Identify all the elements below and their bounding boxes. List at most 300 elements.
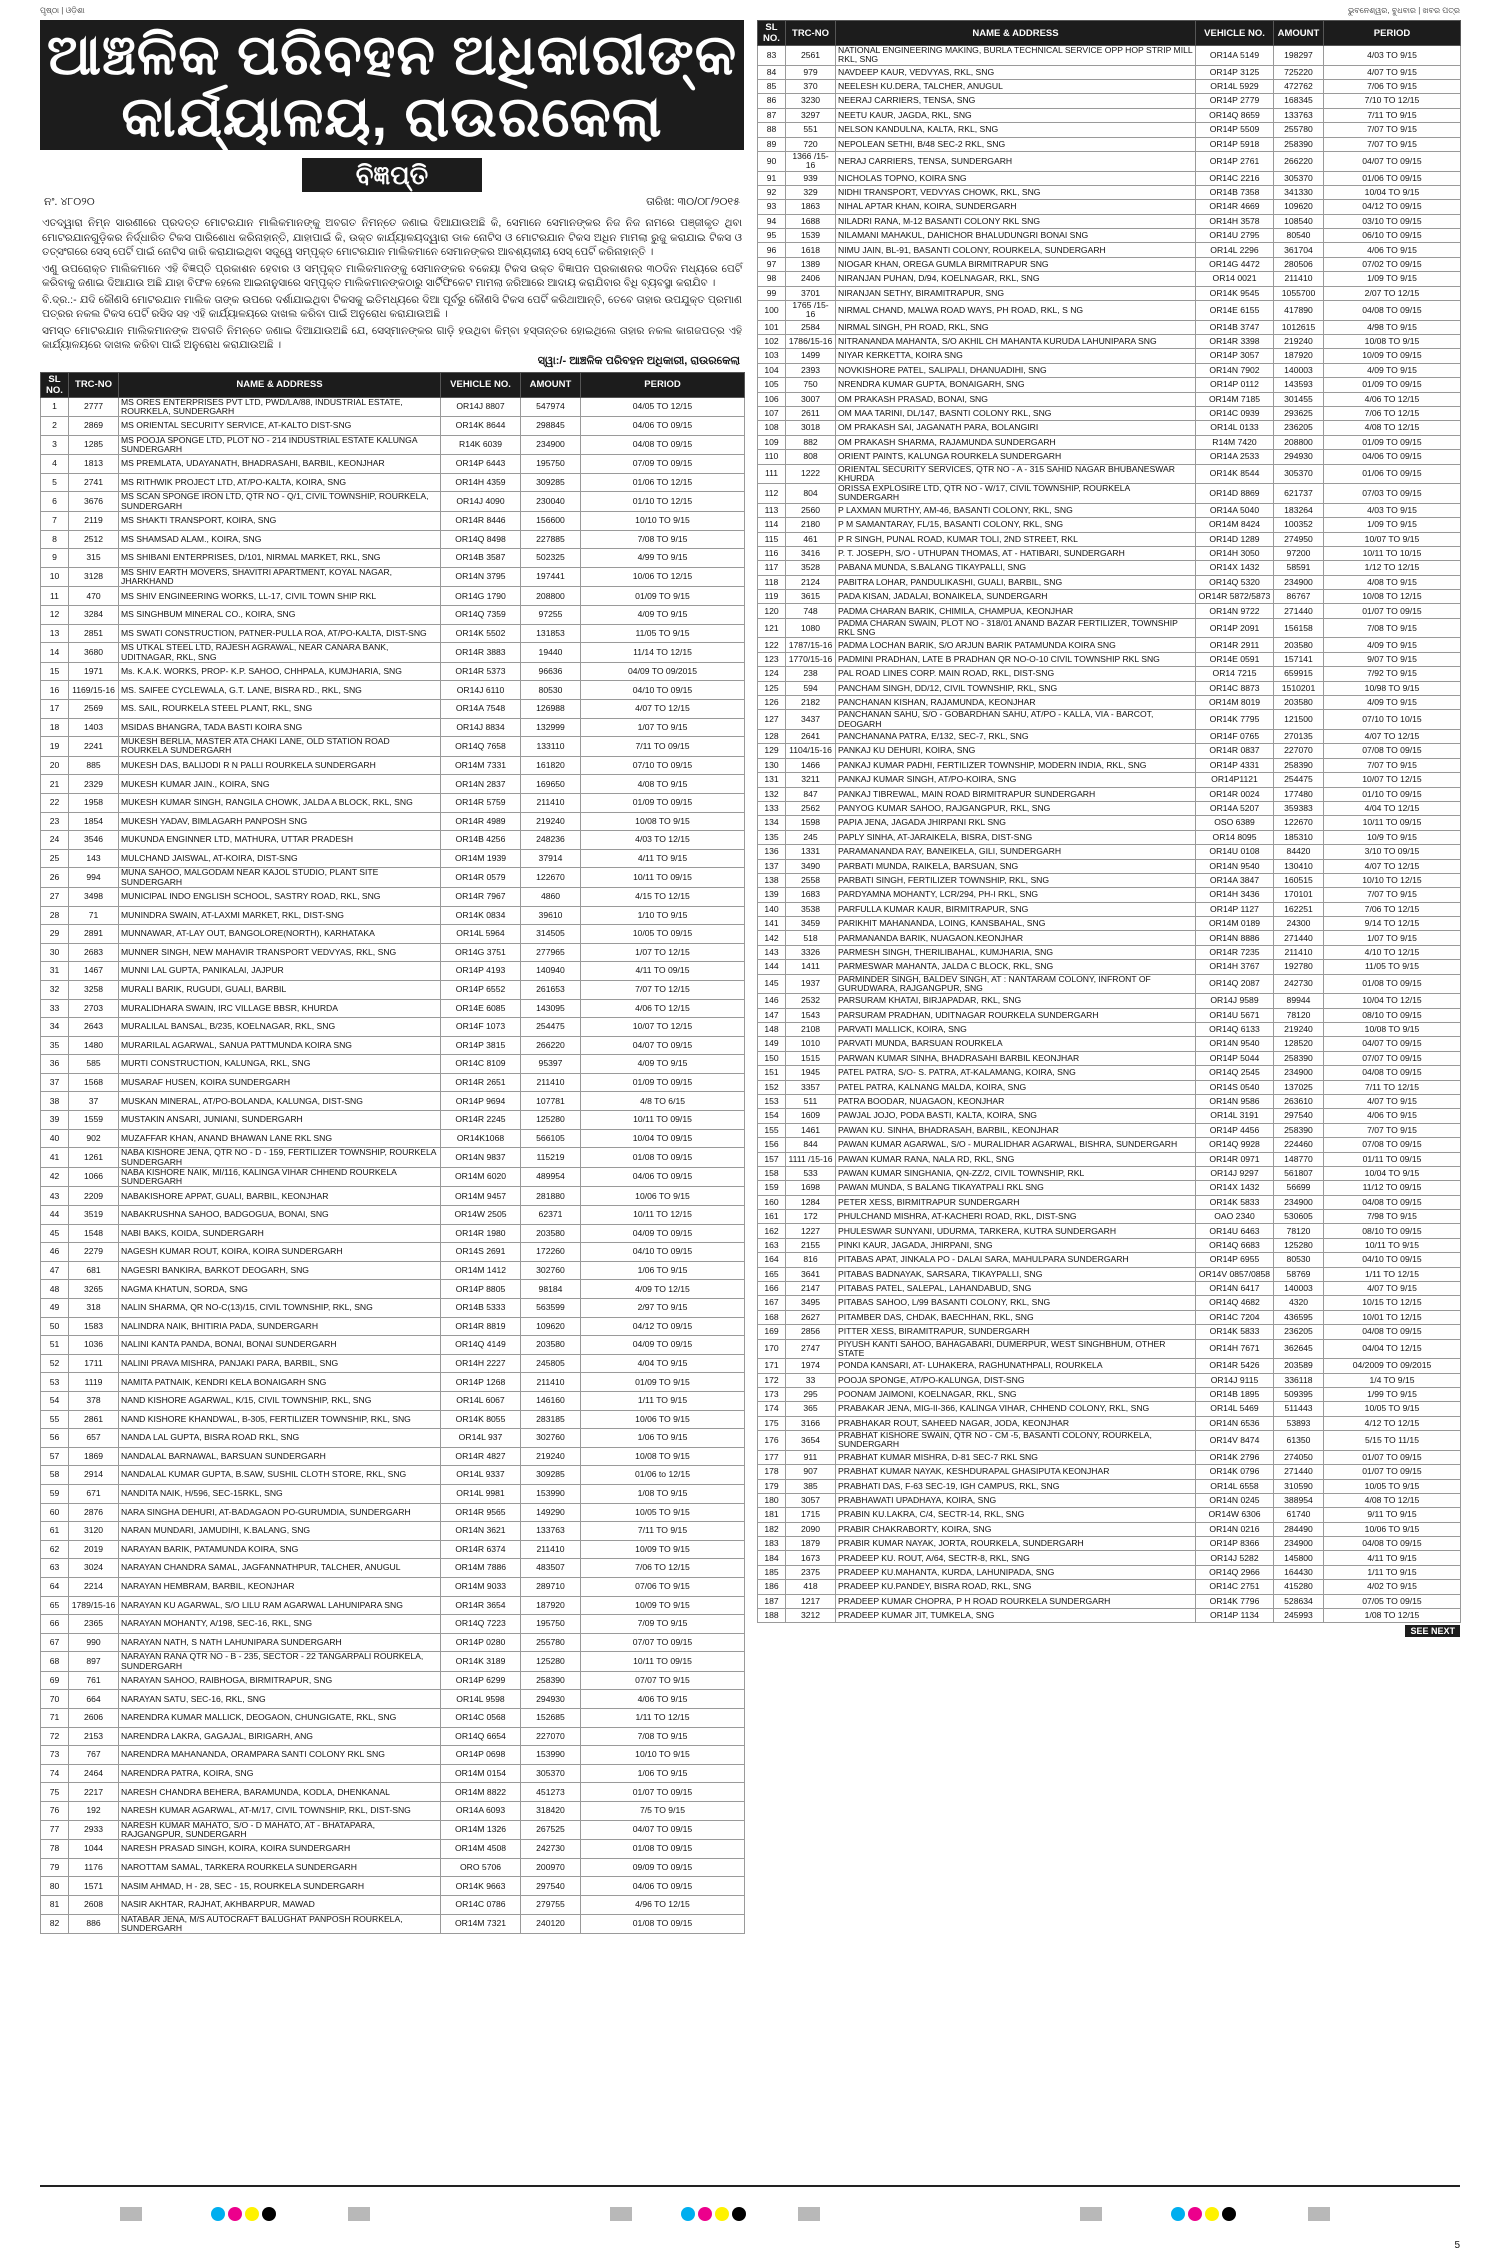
cell-amount: 133763 (1274, 108, 1324, 122)
cell-period: 4/11 TO 09/15 (581, 962, 745, 981)
cell-vehicle-no: OR14R 5373 (441, 662, 521, 681)
cell-name-address: NARA SINGHA DEHURI, AT-BADAGAON PO-GURUMDIA, SUNDERGARH (119, 1503, 441, 1522)
cell-period: 04/06 TO 09/15 (581, 1167, 745, 1187)
table-row (758, 1339, 1461, 1359)
table-row (758, 1479, 1461, 1493)
cell-period: 04/04 TO 12/15 (1324, 1339, 1461, 1359)
table-row (41, 606, 745, 625)
cell-amount: 361704 (1274, 243, 1324, 257)
cell-vehicle-no: OR14H 2227 (441, 1354, 521, 1373)
cell-name-address: OM PRAKASH SHARMA, RAJAMUNDA SUNDERGARH (836, 435, 1196, 449)
cell-sl-no: 110 (758, 450, 786, 464)
cell-amount: 283185 (521, 1410, 581, 1429)
cell-name-address: MS SWATI CONSTRUCTION, PATNER-PULLA ROA, AT/PO-KALTA, DIST-SNG (119, 624, 441, 643)
cell-period: 4/07 TO 12/15 (581, 700, 745, 719)
table-row (758, 575, 1461, 589)
table-row (41, 1299, 745, 1318)
cell-trc-no: 1765 /15-16 (786, 301, 836, 321)
cell-sl-no: 109 (758, 435, 786, 449)
cell-amount: 1012615 (1274, 320, 1324, 334)
cell-period: 10/04 TO 12/15 (1324, 994, 1461, 1008)
cell-amount: 97200 (1274, 546, 1324, 560)
cell-vehicle-no: OR14L 6067 (441, 1391, 521, 1410)
cell-sl-no: 81 (41, 1896, 69, 1915)
table-row (758, 1195, 1461, 1209)
table-row (758, 1094, 1461, 1108)
cell-vehicle-no: OR14H 3767 (1196, 960, 1274, 974)
cell-period: 10/06 TO 9/15 (581, 1187, 745, 1206)
notice-paragraph: ଏଣୁ ଉପରୋକ୍ତ ମାଲିକମାନେ ଏହି ବିଜ୍ଞପ୍ତି ପ୍ରକାଶନ ହେବାର ଓ ସମ୍ପୃକ୍ତ ମାଲିକମାନଙ୍କୁ ସେମାନଙ୍କର ବକେୟା ଟିକସ ଉକ୍ତ ବିଜ୍ଞାପନ ପ୍ରକାଶନର ୩୦ଦିନ ମଧ୍ୟରେ ପେଟିଁ କରିବାକୁ ଜଣାଇ ଦିଆଯାଉ ଅଛି ଯାହା ବିଫଳ ହେଲେ ଆଇନାନୁସାରେ ସମ୍ପୃକ୍ତ ମାଲିକମାନଙ୍କଠାରୁ ସାର୍ଟିଫିକେଟ ମାମଲା ଜରିଆରେ ଆଦାୟ କରାଯିବାର ବିଧି ବ୍ୟବସ୍ଥା କରାଯିବ । (42, 262, 742, 289)
cell-name-address: NAGESH KUMAR ROUT, KOIRA, KOIRA SUNDERGARH (119, 1243, 441, 1262)
cell-sl-no: 63 (41, 1559, 69, 1578)
cell-name-address: ORIENT PAINTS, KALUNGA ROURKELA SUNDERGARH (836, 450, 1196, 464)
cell-name-address: PRADEEP KU.MAHANTA, KURDA, LAHUNIPADA, SNG (836, 1565, 1196, 1579)
cell-period: 4/15 TO 12/15 (581, 887, 745, 906)
cell-amount: 131853 (521, 624, 581, 643)
table-row (758, 561, 1461, 575)
cell-period: 04/08 TO 09/15 (581, 435, 745, 455)
page-number: 5 (1454, 2240, 1460, 2251)
table-row (758, 1493, 1461, 1507)
cell-amount: 621737 (1274, 484, 1324, 504)
cell-amount: 84420 (1274, 845, 1324, 859)
cell-name-address: NOVKISHORE PATEL, SALIPALI, DHANUADIHI, SNG (836, 363, 1196, 377)
cell-sl-no: 26 (41, 868, 69, 888)
cell-vehicle-no: OR14K 5833 (1196, 1325, 1274, 1339)
table-row (758, 1594, 1461, 1608)
cell-sl-no: 175 (758, 1416, 786, 1430)
cell-amount: 152685 (521, 1709, 581, 1728)
cell-vehicle-no: OR14R 0971 (1196, 1152, 1274, 1166)
reference-number: ନଂ. ୪୮୦୨୦ (44, 196, 95, 208)
cell-vehicle-no: OR14J 8807 (441, 397, 521, 417)
cell-sl-no: 4 (41, 455, 69, 474)
cell-name-address: PABANA MUNDA, S.BALANG TIKAYPALLI, SNG (836, 561, 1196, 575)
cell-name-address: NARENDRA MAHANANDA, ORAMPARA SANTI COLONY RKL SNG (119, 1746, 441, 1765)
cell-vehicle-no: OR14P 3815 (441, 1036, 521, 1055)
cell-period: 07/07 TO 09/15 (581, 1633, 745, 1652)
cell-name-address: PETER XESS, BIRMITRAPUR SUNDERGARH (836, 1195, 1196, 1209)
cell-amount: 314505 (521, 925, 581, 944)
cell-amount: 125280 (1274, 1238, 1324, 1252)
cell-vehicle-no: OR14M 9033 (441, 1577, 521, 1596)
cell-sl-no: 93 (758, 200, 786, 214)
cell-vehicle-no: OR14E 0591 (1196, 652, 1274, 666)
cell-amount: 140003 (1274, 1282, 1324, 1296)
cell-amount: 302760 (521, 1261, 581, 1280)
cell-name-address: NAND KISHORE AGARWAL, K/15, CIVIL TOWNSHIP, RKL, SNG (119, 1391, 441, 1410)
cell-sl-no: 65 (41, 1596, 69, 1615)
cell-name-address: MUSKAN MINERAL, AT/PO-BOLANDA, KALUNGA, DIST-SNG (119, 1092, 441, 1111)
cell-trc-no: 1176 (69, 1858, 119, 1877)
cell-amount: 195750 (521, 1615, 581, 1634)
cell-vehicle-no: OR14P 5509 (1196, 123, 1274, 137)
cell-trc-no: 1609 (786, 1109, 836, 1123)
cell-sl-no: 103 (758, 349, 786, 363)
cell-amount: 200970 (521, 1858, 581, 1877)
cell-period: 04/08 TO 09/15 (1324, 301, 1461, 321)
cell-vehicle-no: OR14F 1073 (441, 1018, 521, 1037)
cell-name-address: MS SCAN SPONGE IRON LTD, QTR NO - Q/1, CIVIL TOWNSHIP, ROURKELA, SUNDERGARH (119, 492, 441, 512)
cell-amount: 297540 (521, 1877, 581, 1896)
cell-sl-no: 46 (41, 1243, 69, 1262)
cell-period: 4/09 TO 9/15 (1324, 363, 1461, 377)
cell-amount: 302760 (521, 1429, 581, 1448)
cell-trc-no: 3538 (786, 902, 836, 916)
cell-sl-no: 115 (758, 532, 786, 546)
cell-vehicle-no: OR14 0021 (1196, 272, 1274, 286)
cell-trc-no: 1543 (786, 1008, 836, 1022)
cell-name-address: MUKESH YADAV, BIMLAGARH PANPOSH SNG (119, 812, 441, 831)
cell-sl-no: 166 (758, 1282, 786, 1296)
cell-trc-no: 2406 (786, 272, 836, 286)
cell-trc-no: 315 (69, 549, 119, 568)
cell-period: 4/08 TO 9/15 (581, 775, 745, 794)
cell-amount: 198297 (1274, 46, 1324, 66)
black-swatch (732, 2207, 746, 2221)
cell-amount: 108540 (1274, 214, 1324, 228)
cell-trc-no: 2108 (786, 1023, 836, 1037)
cell-amount: 143593 (1274, 378, 1324, 392)
cell-amount: 281880 (521, 1187, 581, 1206)
cell-vehicle-no: OR14H 3436 (1196, 888, 1274, 902)
cell-sl-no: 125 (758, 681, 786, 695)
cell-amount: 336118 (1274, 1373, 1324, 1387)
cell-period: 07/05 TO 09/15 (1324, 1594, 1461, 1608)
table-row (41, 1129, 745, 1148)
cell-trc-no: 418 (786, 1580, 836, 1594)
cell-trc-no: 2155 (786, 1238, 836, 1252)
cell-vehicle-no: R14K 6039 (441, 435, 521, 455)
cell-sl-no: 134 (758, 816, 786, 830)
cell-period: 04/06 TO 09/15 (1324, 450, 1461, 464)
cell-name-address: PADMA LOCHAN BARIK, S/O ARJUN BARIK PATAMUNDA KOIRA SNG (836, 638, 1196, 652)
cell-period: 7/08 TO 9/15 (1324, 618, 1461, 638)
cell-name-address: NARAYAN KU AGARWAL, S/O LILU RAM AGARWAL LAHUNIPARA SNG (119, 1596, 441, 1615)
cell-amount: 156600 (521, 512, 581, 531)
cell-amount: 279755 (521, 1896, 581, 1915)
cell-period: 01/07 TO 09/15 (1324, 604, 1461, 618)
cell-amount: 195750 (521, 455, 581, 474)
table-row (758, 257, 1461, 271)
reference-date: ତାରିଖ: ୩୦/୦୮/୨୦୧୫ (646, 196, 740, 208)
cell-trc-no: 3437 (786, 710, 836, 730)
cell-name-address: PARWAN KUMAR SINHA, BHADRASAHI BARBIL KEONJHAR (836, 1051, 1196, 1065)
cell-trc-no: 2182 (786, 696, 836, 710)
cell-sl-no: 68 (41, 1652, 69, 1672)
cell-period: 01/07 TO 09/15 (581, 1783, 745, 1802)
cell-trc-no: 1111 /15-16 (786, 1152, 836, 1166)
cell-sl-no: 177 (758, 1450, 786, 1464)
cell-amount: 547974 (521, 397, 581, 417)
cell-amount: 153990 (521, 1746, 581, 1765)
cell-period: 01/06 TO 09/15 (1324, 464, 1461, 484)
cell-vehicle-no: OR14J 8834 (441, 718, 521, 737)
cell-period: 4/02 TO 9/15 (1324, 1580, 1461, 1594)
cell-sl-no: 74 (41, 1764, 69, 1783)
cell-sl-no: 127 (758, 710, 786, 730)
cell-amount: 187920 (1274, 349, 1324, 363)
cell-amount: 39610 (521, 906, 581, 925)
cell-vehicle-no: OR14P1121 (1196, 773, 1274, 787)
cell-sl-no: 153 (758, 1094, 786, 1108)
cell-amount: 4320 (1274, 1296, 1324, 1310)
cell-trc-no: 1571 (69, 1877, 119, 1896)
cell-period: 1/07 TO 12/15 (581, 943, 745, 962)
cell-sl-no: 54 (41, 1391, 69, 1410)
cell-amount: 211410 (521, 1373, 581, 1392)
cell-name-address: MUKUNDA ENGINNER LTD, MATHURA, UTTAR PRADESH (119, 831, 441, 850)
table-row (758, 378, 1461, 392)
cell-period: 4/07 TO 12/15 (1324, 730, 1461, 744)
cell-trc-no: 1044 (69, 1840, 119, 1859)
header-name-address: NAME & ADDRESS (836, 21, 1196, 46)
cell-period: 4/09 TO 9/15 (581, 1055, 745, 1074)
table-row (758, 335, 1461, 349)
cell-period: 4/09 TO 9/15 (581, 606, 745, 625)
cell-sl-no: 9 (41, 549, 69, 568)
cell-vehicle-no: OR14N 3621 (441, 1522, 521, 1541)
cyan-swatch (211, 2207, 225, 2221)
table-row (758, 243, 1461, 257)
cell-amount: 305370 (1274, 171, 1324, 185)
cell-name-address: NIRANJAN PUHAN, D/94, KOELNAGAR, RKL, SNG (836, 272, 1196, 286)
cell-period: 7/08 TO 9/15 (581, 530, 745, 549)
table-row (758, 604, 1461, 618)
cell-vehicle-no: OR14Q 8659 (1196, 108, 1274, 122)
cell-name-address: NATABAR JENA, M/S AUTOCRAFT BALUGHAT PANPOSH ROURKELA, SUNDERGARH (119, 1914, 441, 1934)
cell-name-address: MS SINGHBUM MINERAL CO., KOIRA, SNG (119, 606, 441, 625)
cell-amount: 258390 (1274, 1123, 1324, 1137)
cell-sl-no: 76 (41, 1802, 69, 1821)
table-row (41, 681, 745, 700)
cell-trc-no: 2643 (69, 1018, 119, 1037)
cell-vehicle-no: OAO 2340 (1196, 1210, 1274, 1224)
cell-name-address: NANDALAL BARNAWAL, BARSUAN SUNDERGARH (119, 1447, 441, 1466)
table-row (41, 662, 745, 681)
cell-name-address: PAWAN KU. SINHA, BHADRASAH, BARBIL, KEONJHAR (836, 1123, 1196, 1137)
cell-vehicle-no: OR14C 2216 (1196, 171, 1274, 185)
cell-amount: 160515 (1274, 873, 1324, 887)
cell-trc-no: 2703 (69, 999, 119, 1018)
table-row (41, 1055, 745, 1074)
cell-sl-no: 71 (41, 1709, 69, 1728)
cell-name-address: NAVDEEP KAUR, VEDVYAS, RKL, SNG (836, 65, 1196, 79)
cell-vehicle-no: OR14M 8424 (1196, 518, 1274, 532)
cell-trc-no: 2019 (69, 1540, 119, 1559)
cell-name-address: PITAMBER DAS, CHDAK, BAECHHAN, RKL, SNG (836, 1310, 1196, 1324)
cell-amount: 293625 (1274, 406, 1324, 420)
table-row (41, 1224, 745, 1243)
cell-vehicle-no: OR14N 9586 (1196, 1094, 1274, 1108)
cell-name-address: PANKAJ TIBREWAL, MAIN ROAD BIRMITRAPUR SUNDERGARH (836, 787, 1196, 801)
cell-period: 04/12 TO 09/15 (581, 1317, 745, 1336)
cell-amount: 146160 (521, 1391, 581, 1410)
cell-trc-no: 3680 (69, 643, 119, 663)
table-row (758, 1080, 1461, 1094)
table-row (41, 1877, 745, 1896)
cell-trc-no: 1285 (69, 435, 119, 455)
cell-vehicle-no: ORO 5706 (441, 1858, 521, 1877)
table-row (758, 873, 1461, 887)
cell-period: 1/11 TO 9/15 (1324, 1565, 1461, 1579)
cell-vehicle-no: OR14C 2751 (1196, 1580, 1274, 1594)
cell-name-address: MULCHAND JAISWAL, AT-KOIRA, DIST-SNG (119, 849, 441, 868)
cell-name-address: PATRA BOODAR, NUAGAON, KEONJHAR (836, 1094, 1196, 1108)
cell-sl-no: 27 (41, 887, 69, 906)
cell-amount: 203589 (1274, 1359, 1324, 1373)
cell-sl-no: 154 (758, 1109, 786, 1123)
cell-sl-no: 62 (41, 1540, 69, 1559)
cell-name-address: PANKAJ KUMAR SINGH, AT/PO-KOIRA, SNG (836, 773, 1196, 787)
cell-vehicle-no: OR14L 9337 (441, 1466, 521, 1485)
table-row (758, 1166, 1461, 1180)
cell-amount: 266220 (521, 1036, 581, 1055)
cell-vehicle-no: OR14N 2837 (441, 775, 521, 794)
cell-period: 7/07 TO 12/15 (581, 980, 745, 999)
table-row (41, 1410, 745, 1429)
cell-vehicle-no: OR14R 4827 (441, 1447, 521, 1466)
cell-period: 04/2009 TO 09/2015 (1324, 1359, 1461, 1373)
cell-period: 10/09 TO 9/15 (581, 1596, 745, 1615)
cell-trc-no: 318 (69, 1299, 119, 1318)
cell-trc-no: 2856 (786, 1325, 836, 1339)
cell-name-address: ORIENTAL SECURITY SERVICES, QTR NO - A - 315 SAHID NAGAR BHUBANESWAR KHURDA (836, 464, 1196, 484)
cell-amount: 255780 (1274, 123, 1324, 137)
cell-period: 1/08 TO 9/15 (581, 1484, 745, 1503)
cell-name-address: MS POOJA SPONGE LTD, PLOT NO - 214 INDUSTRIAL ESTATE KALUNGA SUNDERGARH (119, 435, 441, 455)
cell-period: 7/92 TO 9/15 (1324, 667, 1461, 681)
cell-vehicle-no: OR14G 3751 (441, 943, 521, 962)
cell-period: 07/06 TO 9/15 (581, 1577, 745, 1596)
cell-amount: 62371 (521, 1206, 581, 1225)
cell-name-address: PARIKHIT MAHANANDA, LOING, KANSBAHAL, SNG (836, 917, 1196, 931)
table-row (41, 1036, 745, 1055)
cell-sl-no: 111 (758, 464, 786, 484)
cell-period: 7/07 TO 9/15 (1324, 888, 1461, 902)
cell-vehicle-no: OR14A 5040 (1196, 503, 1274, 517)
cell-period: 4/09 TO 12/15 (581, 1280, 745, 1299)
cell-name-address: NAROTTAM SAMAL, TARKERA ROURKELA SUNDERGARH (119, 1858, 441, 1877)
cell-period: 04/10 TO 09/15 (581, 681, 745, 700)
cell-vehicle-no: OR14M 6020 (441, 1167, 521, 1187)
cell-sl-no: 99 (758, 286, 786, 300)
cell-vehicle-no: OR14P 4193 (441, 962, 521, 981)
cell-name-address: PRABAKAR JENA, MIG-II-366, KALINGA VIHAR, CHHEND COLONY, RKL, SNG (836, 1402, 1196, 1416)
table-row (758, 1522, 1461, 1536)
cell-amount: 122670 (1274, 816, 1324, 830)
cell-sl-no: 6 (41, 492, 69, 512)
cell-name-address: PANKAJ KU DEHURI, KOIRA, SNG (836, 744, 1196, 758)
cell-trc-no: 2124 (786, 575, 836, 589)
cell-name-address: NALINI PRAVA MISHRA, PANJAKI PARA, BARBIL, SNG (119, 1354, 441, 1373)
cell-sl-no: 123 (758, 652, 786, 666)
cell-sl-no: 25 (41, 849, 69, 868)
cell-trc-no: 2558 (786, 873, 836, 887)
cell-name-address: MUNNI LAL GUPTA, PANIKALAI, JAJPUR (119, 962, 441, 981)
table-row (758, 638, 1461, 652)
table-row (758, 830, 1461, 844)
cell-amount: 125280 (521, 1652, 581, 1672)
cell-trc-no: 1331 (786, 845, 836, 859)
cell-name-address: PIYUSH KANTI SAHOO, BAHAGABARI, DUMERPUR, WEST SINGHBHUM, OTHER STATE (836, 1339, 1196, 1359)
cell-amount: 177480 (1274, 787, 1324, 801)
cell-trc-no: 897 (69, 1652, 119, 1672)
cell-name-address: NABAKRUSHNA SAHOO, BADGOGUA, BONAI, SNG (119, 1206, 441, 1225)
cell-name-address: MSIDAS BHANGRA, TADA BASTI KOIRA SNG (119, 718, 441, 737)
cell-name-address: NARAYAN HEMBRAM, BARBIL, KEONJHAR (119, 1577, 441, 1596)
cell-sl-no: 124 (758, 667, 786, 681)
table-row (41, 1018, 745, 1037)
cell-amount: 164430 (1274, 1565, 1324, 1579)
cell-trc-no: 3297 (786, 108, 836, 122)
cell-vehicle-no: OR14A 7548 (441, 700, 521, 719)
cell-vehicle-no: OR14B 3747 (1196, 320, 1274, 334)
cell-period: 4/11 TO 9/15 (581, 849, 745, 868)
cell-vehicle-no: OR14P 5918 (1196, 137, 1274, 151)
cell-amount: 211410 (521, 1073, 581, 1092)
cell-name-address: MURTI CONSTRUCTION, KALUNGA, RKL, SNG (119, 1055, 441, 1074)
cell-amount: 236205 (1274, 1325, 1324, 1339)
cell-vehicle-no: OR14B 5333 (441, 1299, 521, 1318)
cell-name-address: PRADEEP KU.PANDEY, BISRA ROAD, RKL, SNG (836, 1580, 1196, 1594)
cell-name-address: NIRANJAN SETHY, BIRAMITRAPUR, SNG (836, 286, 1196, 300)
cell-vehicle-no: OR14N 0245 (1196, 1493, 1274, 1507)
cell-name-address: P. T. JOSEPH, S/O - UTHUPAN THOMAS, AT - HATIBARI, SUNDERGARH (836, 546, 1196, 560)
cell-vehicle-no: OR14E 6085 (441, 999, 521, 1018)
cell-name-address: MUNNER SINGH, NEW MAHAVIR TRANSPORT VEDVYAS, RKL, SNG (119, 943, 441, 962)
cell-vehicle-no: OR14L 9598 (441, 1690, 521, 1709)
table-row (758, 1152, 1461, 1166)
cell-sl-no: 69 (41, 1671, 69, 1690)
cell-vehicle-no: OR14L 2296 (1196, 243, 1274, 257)
table-row (758, 1123, 1461, 1137)
cell-sl-no: 147 (758, 1008, 786, 1022)
cell-vehicle-no: OR14K 8644 (441, 417, 521, 436)
table-row (758, 974, 1461, 994)
cell-trc-no: 3546 (69, 831, 119, 850)
cell-trc-no: 172 (786, 1210, 836, 1224)
cell-name-address: PANYOG KUMAR SAHOO, RAJGANGPUR, RKL, SNG (836, 801, 1196, 815)
cell-trc-no: 2611 (786, 406, 836, 420)
cell-name-address: PITTER XESS, BIRAMITRAPUR, SUNDERGARH (836, 1325, 1196, 1339)
table-row (758, 286, 1461, 300)
table-row (758, 787, 1461, 801)
cell-period: 04/07 TO 09/15 (581, 1820, 745, 1840)
cell-name-address: PATEL PATRA, S/O- S. PATRA, AT-KALAMANG, KOIRA, SNG (836, 1066, 1196, 1080)
cell-period: 7/98 TO 9/15 (1324, 1210, 1461, 1224)
cell-name-address: NIYAR KERKETTA, KOIRA SNG (836, 349, 1196, 363)
cell-period: 4/07 TO 9/15 (1324, 1282, 1461, 1296)
cell-trc-no: 3230 (786, 94, 836, 108)
cell-sl-no: 169 (758, 1325, 786, 1339)
cell-period: 08/10 TO 09/15 (1324, 1008, 1461, 1022)
table-row (758, 151, 1461, 171)
masthead-line-2: କାର୍ଯ୍ୟାଳୟ, ରାଉରକେଲା (121, 85, 663, 148)
cell-sl-no: 168 (758, 1310, 786, 1324)
table-row (758, 301, 1461, 321)
cell-trc-no: 3495 (786, 1296, 836, 1310)
cell-vehicle-no: OR14K 0834 (441, 906, 521, 925)
table-row (41, 1652, 745, 1672)
cell-period: 01/09 TO 9/15 (581, 1373, 745, 1392)
cell-sl-no: 164 (758, 1253, 786, 1267)
cell-sl-no: 45 (41, 1224, 69, 1243)
cell-amount: 267525 (521, 1820, 581, 1840)
table-row (41, 1820, 745, 1840)
cell-period: 4/09 TO 9/15 (1324, 696, 1461, 710)
cell-period: 4/08 TO 12/15 (1324, 1493, 1461, 1507)
